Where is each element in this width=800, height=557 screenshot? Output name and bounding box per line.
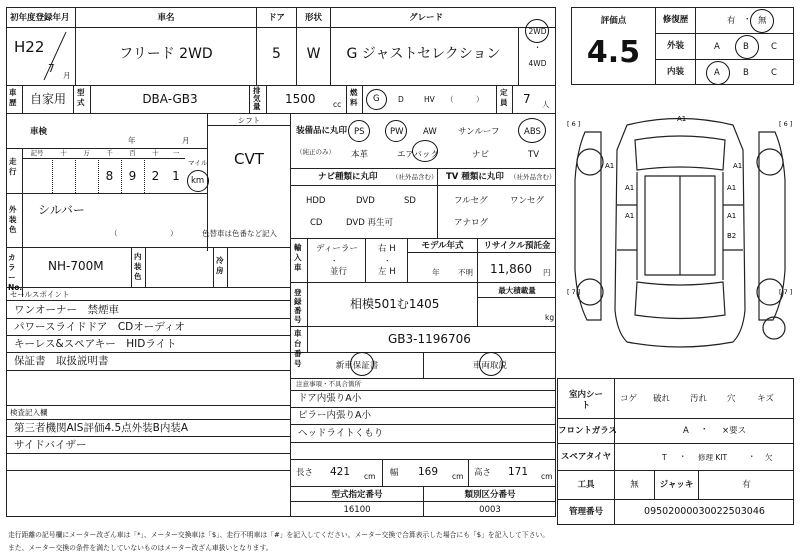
width-unit: cm <box>452 472 464 481</box>
mileage-digit: 9 <box>128 169 137 183</box>
color-no-value: NH-700M <box>48 259 104 273</box>
tools-label: 工具 <box>577 480 595 490</box>
usage: 自家用 <box>30 92 67 106</box>
windshield-label: フロントガラス <box>558 426 617 436</box>
color-no-label: カラーNo. <box>8 253 23 292</box>
divider <box>290 282 556 283</box>
circle-mark <box>350 352 374 376</box>
diagram-label: A1 <box>727 184 737 192</box>
equip-ps: PS <box>354 127 365 137</box>
repair-dot: ・ <box>743 15 752 25</box>
equipment-title: 装備品に丸印 <box>296 126 348 136</box>
divider <box>346 85 347 113</box>
mileage-digit-header: 十 <box>152 149 159 157</box>
windshield-replace: ×要ス <box>722 426 747 436</box>
usage-label: 車歴 <box>9 88 17 107</box>
divider <box>512 85 513 113</box>
divider <box>249 85 250 113</box>
width-value: 169 <box>418 466 439 478</box>
mileage-digit-header: 記号 <box>30 149 44 157</box>
navi-sd: SD <box>404 196 416 206</box>
exterior-label: 外装 <box>666 41 684 51</box>
divider <box>6 453 290 454</box>
divider <box>557 418 794 419</box>
fuel-other: （ ） <box>446 95 484 104</box>
circle-mark <box>348 120 370 142</box>
divider <box>6 419 290 420</box>
divider <box>477 297 556 298</box>
capacity-unit: 人 <box>542 100 550 109</box>
navi-cd: CD <box>310 218 323 228</box>
diagram-num: [ 6 ] <box>567 120 581 128</box>
height-label: 高さ <box>474 468 492 478</box>
divider <box>365 238 366 282</box>
length-unit: cm <box>364 472 376 481</box>
grade-label: グレード <box>408 13 443 23</box>
tv-title: TV 種類に丸印 <box>446 172 504 182</box>
diagram-num: [ 6 ] <box>779 120 793 128</box>
divider <box>6 370 290 371</box>
import-parallel: 並行 <box>330 267 348 277</box>
interior-label: 内装 <box>666 67 684 77</box>
circle-mark <box>518 118 546 143</box>
registration-label: 登録番号 <box>294 288 302 324</box>
mileage-digit-header: 十 <box>60 149 67 157</box>
width-label: 幅 <box>390 468 399 478</box>
inspector-line: 第三者機関AIS評価4.5点外装B内装A <box>14 422 189 434</box>
height-unit: cm <box>541 472 553 481</box>
repair-label: 修復歴 <box>662 15 689 25</box>
circle-mark <box>525 19 549 43</box>
notes-label: 注意事項・不具合箇所 <box>296 380 361 388</box>
windshield-a: A <box>683 426 689 436</box>
divider <box>22 158 185 159</box>
import-left: 左 H <box>378 267 396 277</box>
divider <box>518 27 519 85</box>
spare-missing: 欠 <box>765 453 773 462</box>
divider <box>6 436 290 437</box>
inspection-label: 車検 <box>30 127 48 137</box>
mileage-digit-header: 千 <box>106 149 113 157</box>
sales-line: パワースライドドア CDオーディオ <box>14 321 185 333</box>
capacity: 7 <box>523 92 531 106</box>
divider <box>6 352 290 353</box>
divider <box>290 442 556 443</box>
divider <box>145 247 146 287</box>
mileage-digit-header: 万 <box>83 149 90 157</box>
tv-analog: アナログ <box>454 218 489 228</box>
ac-label: 冷房 <box>216 256 224 275</box>
model-label: 型式 <box>77 88 85 107</box>
footer-line-2: また、メーター交換の条件を満たしていないものはメーター改ざん車扱いとなります。 <box>8 544 273 552</box>
color-label: 外装色 <box>9 205 17 234</box>
note-line: ヘッドライトくもり <box>298 428 384 439</box>
jack-label: ジャッキ <box>659 480 694 490</box>
displacement: 1500 <box>285 92 316 106</box>
yen-unit: 円 <box>543 268 551 277</box>
circle-mark <box>750 9 774 33</box>
equip-navi: ナビ <box>472 150 490 160</box>
divider <box>131 247 132 287</box>
inspector-line: サイドバイザー <box>14 439 87 451</box>
diagram-label: A1 <box>605 162 615 170</box>
divider <box>290 407 556 408</box>
divider <box>6 113 556 114</box>
divider <box>382 459 383 486</box>
equipment-sub: （純正のみ） <box>296 148 335 156</box>
mileage-digit: 1 <box>172 169 180 183</box>
displacement-label: 排気量 <box>253 86 261 111</box>
sales-line: 保証書 取扱説明書 <box>14 355 109 367</box>
capacity-label: 定員 <box>500 88 508 107</box>
max-load-label: 最大積載量 <box>498 286 536 295</box>
divider <box>407 252 556 253</box>
shape-label: 形状 <box>304 13 322 23</box>
interior-b: B <box>743 68 749 78</box>
divider <box>6 247 290 248</box>
equip-aw: AW <box>423 127 437 137</box>
import-label: 輸入車 <box>294 243 302 272</box>
divider <box>290 459 556 460</box>
diagram-num: [ 7 ] <box>779 288 793 296</box>
divider <box>266 85 267 113</box>
divider <box>6 193 207 194</box>
length-label: 長さ <box>296 468 314 478</box>
fuel-g: G <box>373 94 380 104</box>
exterior-b: B <box>743 42 749 52</box>
navi-dvd-play: DVD 再生可 <box>346 218 393 228</box>
score-value: 4.5 <box>586 35 641 70</box>
spare-t: T <box>662 453 667 462</box>
divider <box>290 424 556 425</box>
divider <box>655 59 794 60</box>
score-label: 評価点 <box>600 16 627 26</box>
type-no: 16100 <box>343 505 371 515</box>
shift-value: CVT <box>234 150 264 168</box>
divider <box>655 33 794 34</box>
divider <box>557 443 794 444</box>
sheet-tear: 破れ <box>653 394 671 404</box>
circle-mark <box>479 352 503 376</box>
repair-no: 無 <box>758 16 767 26</box>
drive-2wd: 2WD <box>528 27 547 36</box>
divider <box>290 168 556 169</box>
first-reg-month: 7 <box>48 63 55 75</box>
divider <box>75 158 76 193</box>
door-count: 5 <box>272 46 281 62</box>
divider <box>227 247 228 287</box>
divider <box>6 318 290 319</box>
navi-sub: （社外品含む） <box>392 173 438 181</box>
mileage-digit-header: 百 <box>129 149 136 157</box>
body-shape: W <box>306 46 321 62</box>
interior-a: A <box>714 68 720 78</box>
fuel-d: D <box>398 95 404 104</box>
recycle-label: リサイクル預託金 <box>483 241 551 251</box>
equip-sunroof: サンルーフ <box>458 127 500 137</box>
divider <box>307 282 308 352</box>
divider <box>557 470 794 471</box>
divider <box>22 85 23 113</box>
km-label: km <box>191 176 205 186</box>
exterior-a: A <box>714 42 720 52</box>
diagram-label: B2 <box>727 232 737 240</box>
spare-tire-label: スペアタイヤ <box>560 452 612 462</box>
equip-pw: PW <box>390 127 404 137</box>
month-unit: 月 <box>63 71 71 80</box>
divider <box>290 390 556 391</box>
diagram-label: A1 <box>733 162 743 170</box>
divider <box>695 7 696 85</box>
management-value: 09502000030022503046 <box>644 506 765 517</box>
mileage-digit: 8 <box>105 169 114 183</box>
interior-sheet-label: 室内シート <box>568 390 603 411</box>
divider <box>307 238 308 282</box>
tv-sub: （社外品含む） <box>510 173 556 181</box>
first-reg-year: H22 <box>14 38 45 56</box>
equip-leather: 本革 <box>351 150 369 160</box>
drive-4wd: 4WD <box>528 59 547 68</box>
circle-mark <box>412 140 438 162</box>
tv-oneseg: ワンセグ <box>510 196 545 206</box>
kg-unit: kg <box>545 313 555 322</box>
navi-title: ナビ種類に丸印 <box>318 172 378 182</box>
circle-mark <box>385 120 407 142</box>
equip-tv: TV <box>528 150 540 160</box>
note-line: ドア内張りA小 <box>298 393 362 404</box>
type-no-label: 型式指定番号 <box>331 490 383 500</box>
divider <box>73 85 74 113</box>
navi-hdd: HDD <box>306 196 326 206</box>
model-year-unit: 年 <box>432 268 440 277</box>
registration-value: 相模501む1405 <box>350 297 440 311</box>
sheet-hole: 穴 <box>727 394 736 404</box>
sales-line: ワンオーナー 禁煙車 <box>14 304 119 316</box>
spare-dot: ・ <box>679 452 687 461</box>
color-paren: （ ） <box>110 229 178 238</box>
exterior-c: C <box>771 42 777 52</box>
sheet-scratch: キズ <box>757 394 774 404</box>
tv-fullseg: フルセグ <box>454 196 488 206</box>
spare-dot: ・ <box>748 452 756 461</box>
sales-line: キーレス&スペアキー HIDライト <box>14 338 177 350</box>
mileage-digit: 2 <box>151 169 160 183</box>
recycle-value: 11,860 <box>490 262 532 276</box>
divider <box>6 405 290 406</box>
shift-label: シフト <box>237 116 261 125</box>
inspector-label: 検査記入欄 <box>10 408 48 417</box>
circle-mark <box>187 170 209 192</box>
grade: G ジャストセレクション <box>346 46 501 62</box>
fuel-hv: HV <box>424 95 435 104</box>
divider <box>213 247 214 287</box>
divider <box>6 335 290 336</box>
mileage-digit-header: 一 <box>172 149 180 157</box>
tools-value: 無 <box>630 480 639 490</box>
year-label: 初年度登録年月 <box>10 13 70 23</box>
spare-kit: 修理 KIT <box>698 453 728 462</box>
divider <box>290 238 556 239</box>
mile-label: マイル <box>188 159 208 167</box>
divider <box>6 300 290 301</box>
diagram-num: [ 7 ] <box>567 288 581 296</box>
sales-point-label: セールスポイント <box>10 290 70 299</box>
interior-color-label: 内装色 <box>134 252 142 281</box>
model-year-label: モデル年式 <box>421 241 464 251</box>
divider <box>22 193 23 297</box>
management-label: 管理番号 <box>568 507 603 517</box>
door-label: ドア <box>268 13 285 23</box>
import-dealer: ディーラー <box>316 244 358 254</box>
navi-dvd: DVD <box>356 196 375 206</box>
divider <box>6 470 290 471</box>
circle-mark <box>366 89 387 110</box>
vehicle-manual: 車両取説 <box>472 361 507 371</box>
chassis-label: 車台番号 <box>294 329 302 368</box>
repair-yes: 有 <box>727 16 736 26</box>
circle-mark <box>706 61 730 85</box>
footer-line-1: 走行距離の記号欄にメーター改ざん車は「*」、メーター交換車は「$」、走行不明車は「#」を記入してください。メーター交換で合算表示した場合にも「$」を記入して下さい。 <box>8 531 550 539</box>
name-label: 車名 <box>157 13 175 23</box>
inspection-year-unit: 年 <box>128 136 136 145</box>
divider <box>362 85 363 113</box>
cc-unit: cc <box>333 100 342 109</box>
height-value: 171 <box>508 466 529 478</box>
interior-c: C <box>771 68 777 78</box>
class-no-label: 類別区分番号 <box>464 490 516 500</box>
import-right: 右 H <box>378 244 396 254</box>
divider <box>496 85 497 113</box>
diagram-label: A1 <box>727 212 737 220</box>
divider <box>290 185 556 186</box>
circle-mark <box>735 35 759 59</box>
divider <box>468 459 469 486</box>
mileage-label: 走行 <box>9 157 17 176</box>
chassis-value: GB3-1196706 <box>388 332 471 346</box>
drive-dot: ・ <box>533 43 542 52</box>
car-name: フリード 2WD <box>119 46 213 62</box>
diagram-label: A1 <box>625 184 635 192</box>
divider <box>290 326 556 327</box>
class-no: 0003 <box>479 505 501 515</box>
diagram-label: A1 <box>625 212 635 220</box>
color-value: シルバー <box>38 203 85 217</box>
car-damage-diagram <box>565 110 795 365</box>
fuel-label: 燃料 <box>350 88 358 107</box>
divider <box>557 499 794 500</box>
import-dot: ・ <box>331 257 338 265</box>
length-value: 421 <box>330 466 351 478</box>
jack-value: 有 <box>742 480 751 490</box>
divider <box>52 158 53 193</box>
equip-airbag: エアバック <box>397 150 439 160</box>
color-note: 色替車は色番など記入 <box>202 229 277 238</box>
inspection-month-unit: 月 <box>182 136 190 145</box>
divider <box>6 27 556 28</box>
diagram-label: A1 <box>677 115 687 123</box>
divider <box>207 125 290 126</box>
model-code: DBA-GB3 <box>142 92 198 106</box>
import-dot: ・ <box>384 257 391 265</box>
new-warranty: 新車保証書 <box>335 361 379 371</box>
divider <box>6 287 290 288</box>
divider <box>290 378 556 379</box>
note-line: ピラー内張りA小 <box>298 410 371 421</box>
model-year-unknown: 不明 <box>458 268 473 277</box>
divider <box>290 113 291 378</box>
windshield-dot: ・ <box>700 425 709 435</box>
equip-abs: ABS <box>524 127 541 137</box>
divider <box>6 85 556 86</box>
sheet-stain: 汚れ <box>690 394 708 404</box>
sheet-burn: コゲ <box>620 394 638 404</box>
divider <box>614 378 615 525</box>
